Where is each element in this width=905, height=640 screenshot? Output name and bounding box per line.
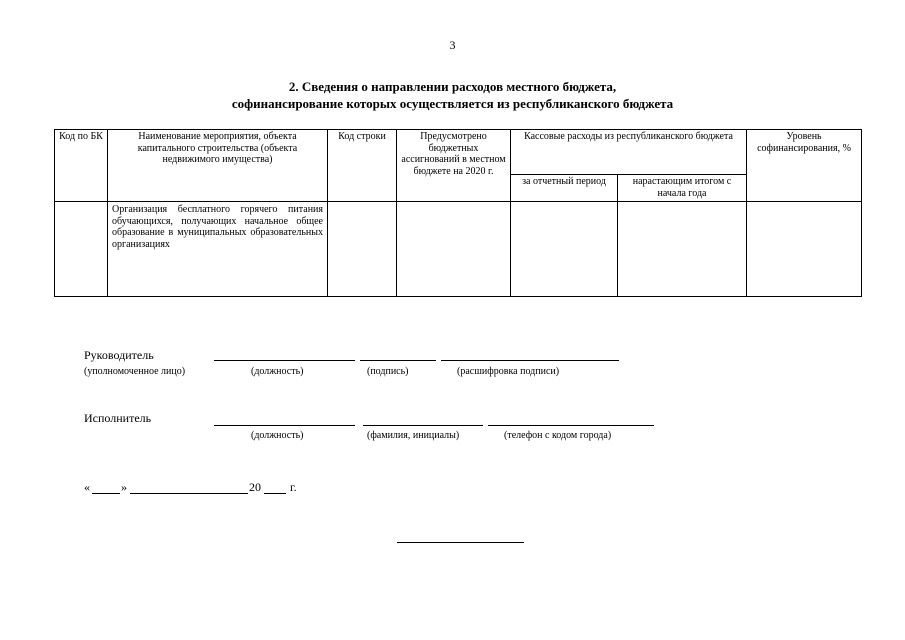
- expenses-table: [54, 129, 862, 297]
- executor-name-sub: (фамилия, инициалы): [367, 430, 460, 441]
- cell-predusmotreno: [397, 202, 511, 297]
- header-za-period: за отчетный период: [511, 175, 618, 202]
- head-label: Руководитель: [84, 348, 154, 362]
- header-uroven: Уровень софинансирования, %: [747, 130, 862, 202]
- header-narast: нарастающим итогом с начала года: [618, 175, 747, 202]
- cell-kod-bk: [55, 202, 108, 297]
- header-kod-bk: Код по БК: [55, 130, 108, 202]
- executor-phone-sub: (телефон с кодом города): [504, 430, 612, 441]
- executor-name-line: [363, 425, 483, 426]
- date-day-line: [92, 493, 120, 494]
- head-decoding-line: [441, 360, 619, 361]
- table-row: [55, 202, 862, 297]
- date-year-line: [264, 493, 286, 494]
- date-year-suffix: г.: [290, 480, 297, 494]
- date-close-quote: »: [121, 480, 127, 494]
- table-header-row-1: [55, 130, 862, 175]
- page-number: 3: [449, 38, 456, 52]
- head-position-sub: (должность): [251, 366, 304, 377]
- cell-za-period: [511, 202, 618, 297]
- section-title: [0, 78, 905, 112]
- head-decoding-sub: (расшифровка подписи): [457, 366, 560, 377]
- header-name: Наименование мероприятия, объекта капитального строительства (объекта недвижимого имущества): [108, 130, 328, 202]
- date-month-line: [130, 493, 248, 494]
- date-open-quote: «: [84, 480, 90, 494]
- cell-uroven: [747, 202, 862, 297]
- header-kassovye: Кассовые расходы из республиканского бюджета: [511, 130, 747, 175]
- cell-name: Организация бесплатного горячего питания обучающихся, получающих начальное общее образование в муниципальных образовательных организациях: [108, 202, 328, 297]
- title-line-2: софинансирование которых осуществляется из республиканского бюджета: [231, 96, 674, 111]
- executor-position-sub: (должность): [251, 430, 304, 441]
- date-year-prefix: 20: [249, 480, 261, 494]
- executor-phone-line: [488, 425, 654, 426]
- head-sub: (уполномоченное лицо): [84, 366, 186, 377]
- title-line-1: 2. Сведения о направлении расходов местного бюджета,: [288, 79, 617, 94]
- header-kod-stroki: Код строки: [328, 130, 397, 202]
- footer-line: [397, 542, 524, 543]
- cell-kod-stroki: [328, 202, 397, 297]
- head-signature-sub: (подпись): [367, 366, 409, 377]
- header-predusmotreno: Предусмотрено бюджетных ассигнований в местном бюджете на 2020 г.: [397, 130, 511, 202]
- head-signature-line: [360, 360, 436, 361]
- executor-position-line: [214, 425, 355, 426]
- cell-narast: [618, 202, 747, 297]
- executor-label: Исполнитель: [84, 411, 152, 425]
- head-position-line: [214, 360, 355, 361]
